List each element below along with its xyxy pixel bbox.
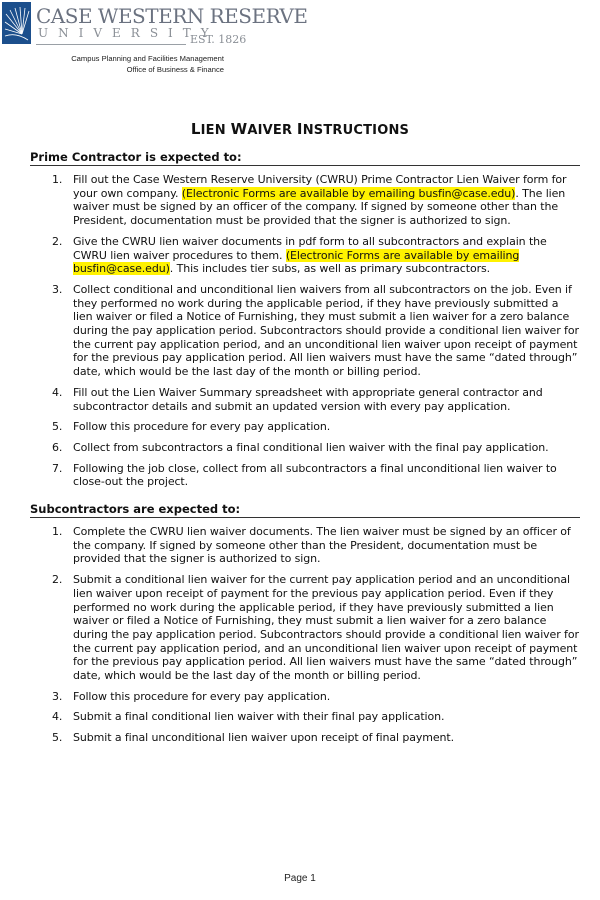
university-name: CASE WESTERN RESERVE (36, 4, 308, 28)
item-number: 3. (52, 689, 63, 703)
item-text: Fill out the Case Western Reserve University (CWRU) Prime Contractor Lien Waiver form for your own company. (73, 173, 567, 200)
item-text: Submit a conditional lien waiver for the current pay application period and an unconditional lien waiver upon receipt of payment for the previous pay application period. Even if they performed no work during the applicable period, if they have previously submitted a lien waiver or filed a Notice of Furnishing, they must submit a lien waiver for a zero balance during the pay application period. Subcontractors should provide a conditional lien waiver for the current pay application period, and an unconditional lien waiver upon receipt of payment for the previous pay application period. All lien waivers must have the same “dated through” date, which would be the last day of the month or billing period. (73, 573, 579, 683)
page-number: Page 1 (284, 873, 316, 884)
title-part: IEN (200, 123, 231, 138)
item-text: Submit a final unconditional lien waiver upon receipt of final payment. (73, 731, 455, 745)
item-number: 7. (52, 461, 63, 475)
highlighted-email-note: (Electronic Forms are available by emailing busfin@case.edu) (181, 186, 516, 200)
department-line-2: Office of Business & Finance (126, 65, 224, 74)
title-cap: L (190, 120, 201, 138)
department-info (40, 53, 224, 75)
list-item (30, 420, 580, 434)
item-text: Collect conditional and unconditional lien waivers from all subcontractors on the job. Even if they performed no work during the applicable period, if they have previously submitted a lien waiver or filed a Notice of Furnishing, they must submit a lien waiver for a zero balance during the pay application period. Subcontractors should provide a conditional lien waiver for the current pay application period, and an unconditional lien waiver upon receipt of payment for the previous pay application period. All lien waivers must have the same “dated through” date, which would be the last day of the month or billing period. (73, 282, 579, 379)
item-number: 2. (52, 573, 63, 587)
item-text: Follow this procedure for every pay application. (73, 420, 331, 434)
established-year: EST. 1826 (190, 33, 247, 46)
title-part: AIVER (247, 123, 297, 138)
list-item (30, 441, 580, 455)
item-text: . The lien waiver must be signed by an officer of the company. If signed by someone other than the President, documentation must be provided that the signer is authorized to sign. (73, 186, 566, 228)
department-line-1: Campus Planning and Facilities Management (71, 54, 224, 63)
item-text: Follow this procedure for every pay application. (73, 689, 331, 703)
university-subtitle: UNIVERSITY (38, 26, 219, 40)
logo-divider (36, 44, 186, 45)
item-text: Submit a final conditional lien waiver with their final pay application. (73, 710, 445, 724)
item-number: 2. (52, 234, 63, 248)
list-item (30, 235, 580, 276)
item-number: 1. (52, 173, 63, 186)
item-text: . This includes tier subs, as well as primary subcontractors. (169, 262, 491, 276)
list-item (30, 690, 580, 704)
list-item (30, 173, 580, 228)
item-number: 6. (52, 440, 63, 454)
item-text: Collect from subcontractors a final conditional lien waiver with the final pay application. (73, 440, 549, 454)
item-number: 1. (52, 525, 63, 538)
list-item (30, 525, 580, 566)
prime-contractor-list (30, 173, 580, 489)
section-heading: Subcontractors are expected to: (30, 502, 580, 518)
prime-contractor-section (30, 150, 580, 489)
item-number: 4. (52, 710, 63, 724)
section-heading: Prime Contractor is expected to: (30, 150, 580, 166)
item-text: Give the CWRU lien waiver documents in pdf form to all subcontractors and explain the CWRU lien waiver procedures to them. (73, 234, 547, 262)
highlighted-email-note: (Electronic Forms are available by emailing busfin@case.edu) (73, 248, 520, 276)
item-text: Complete the CWRU lien waiver documents. The lien waiver must be signed by an officer of the company. If signed by someone other than the President, documentation must be provided that the signer is authorized to sign. (73, 525, 571, 566)
item-number: 4. (52, 385, 63, 399)
title-part: NSTRUCTIONS (302, 123, 410, 138)
list-item (30, 462, 580, 489)
subcontractors-section (30, 502, 580, 745)
page-title (0, 120, 600, 138)
list-item (30, 386, 580, 413)
title-cap: I (296, 120, 303, 138)
list-item (30, 283, 580, 379)
item-text: Following the job close, collect from all subcontractors a final unconditional lien waiver to close-out the project. (73, 461, 557, 489)
item-text: Fill out the Lien Waiver Summary spreadsheet with appropriate general contractor and subcontractor details and submit an updated version with every pay application. (73, 385, 543, 413)
title-cap: W (230, 120, 248, 138)
item-number: 5. (52, 420, 63, 434)
item-number: 3. (52, 282, 63, 296)
list-item (30, 710, 580, 724)
list-item (30, 573, 580, 683)
subcontractors-list (30, 525, 580, 745)
sunburst-logo-icon (2, 2, 31, 44)
item-number: 5. (52, 731, 63, 745)
list-item (30, 731, 580, 745)
university-logo (2, 2, 308, 48)
